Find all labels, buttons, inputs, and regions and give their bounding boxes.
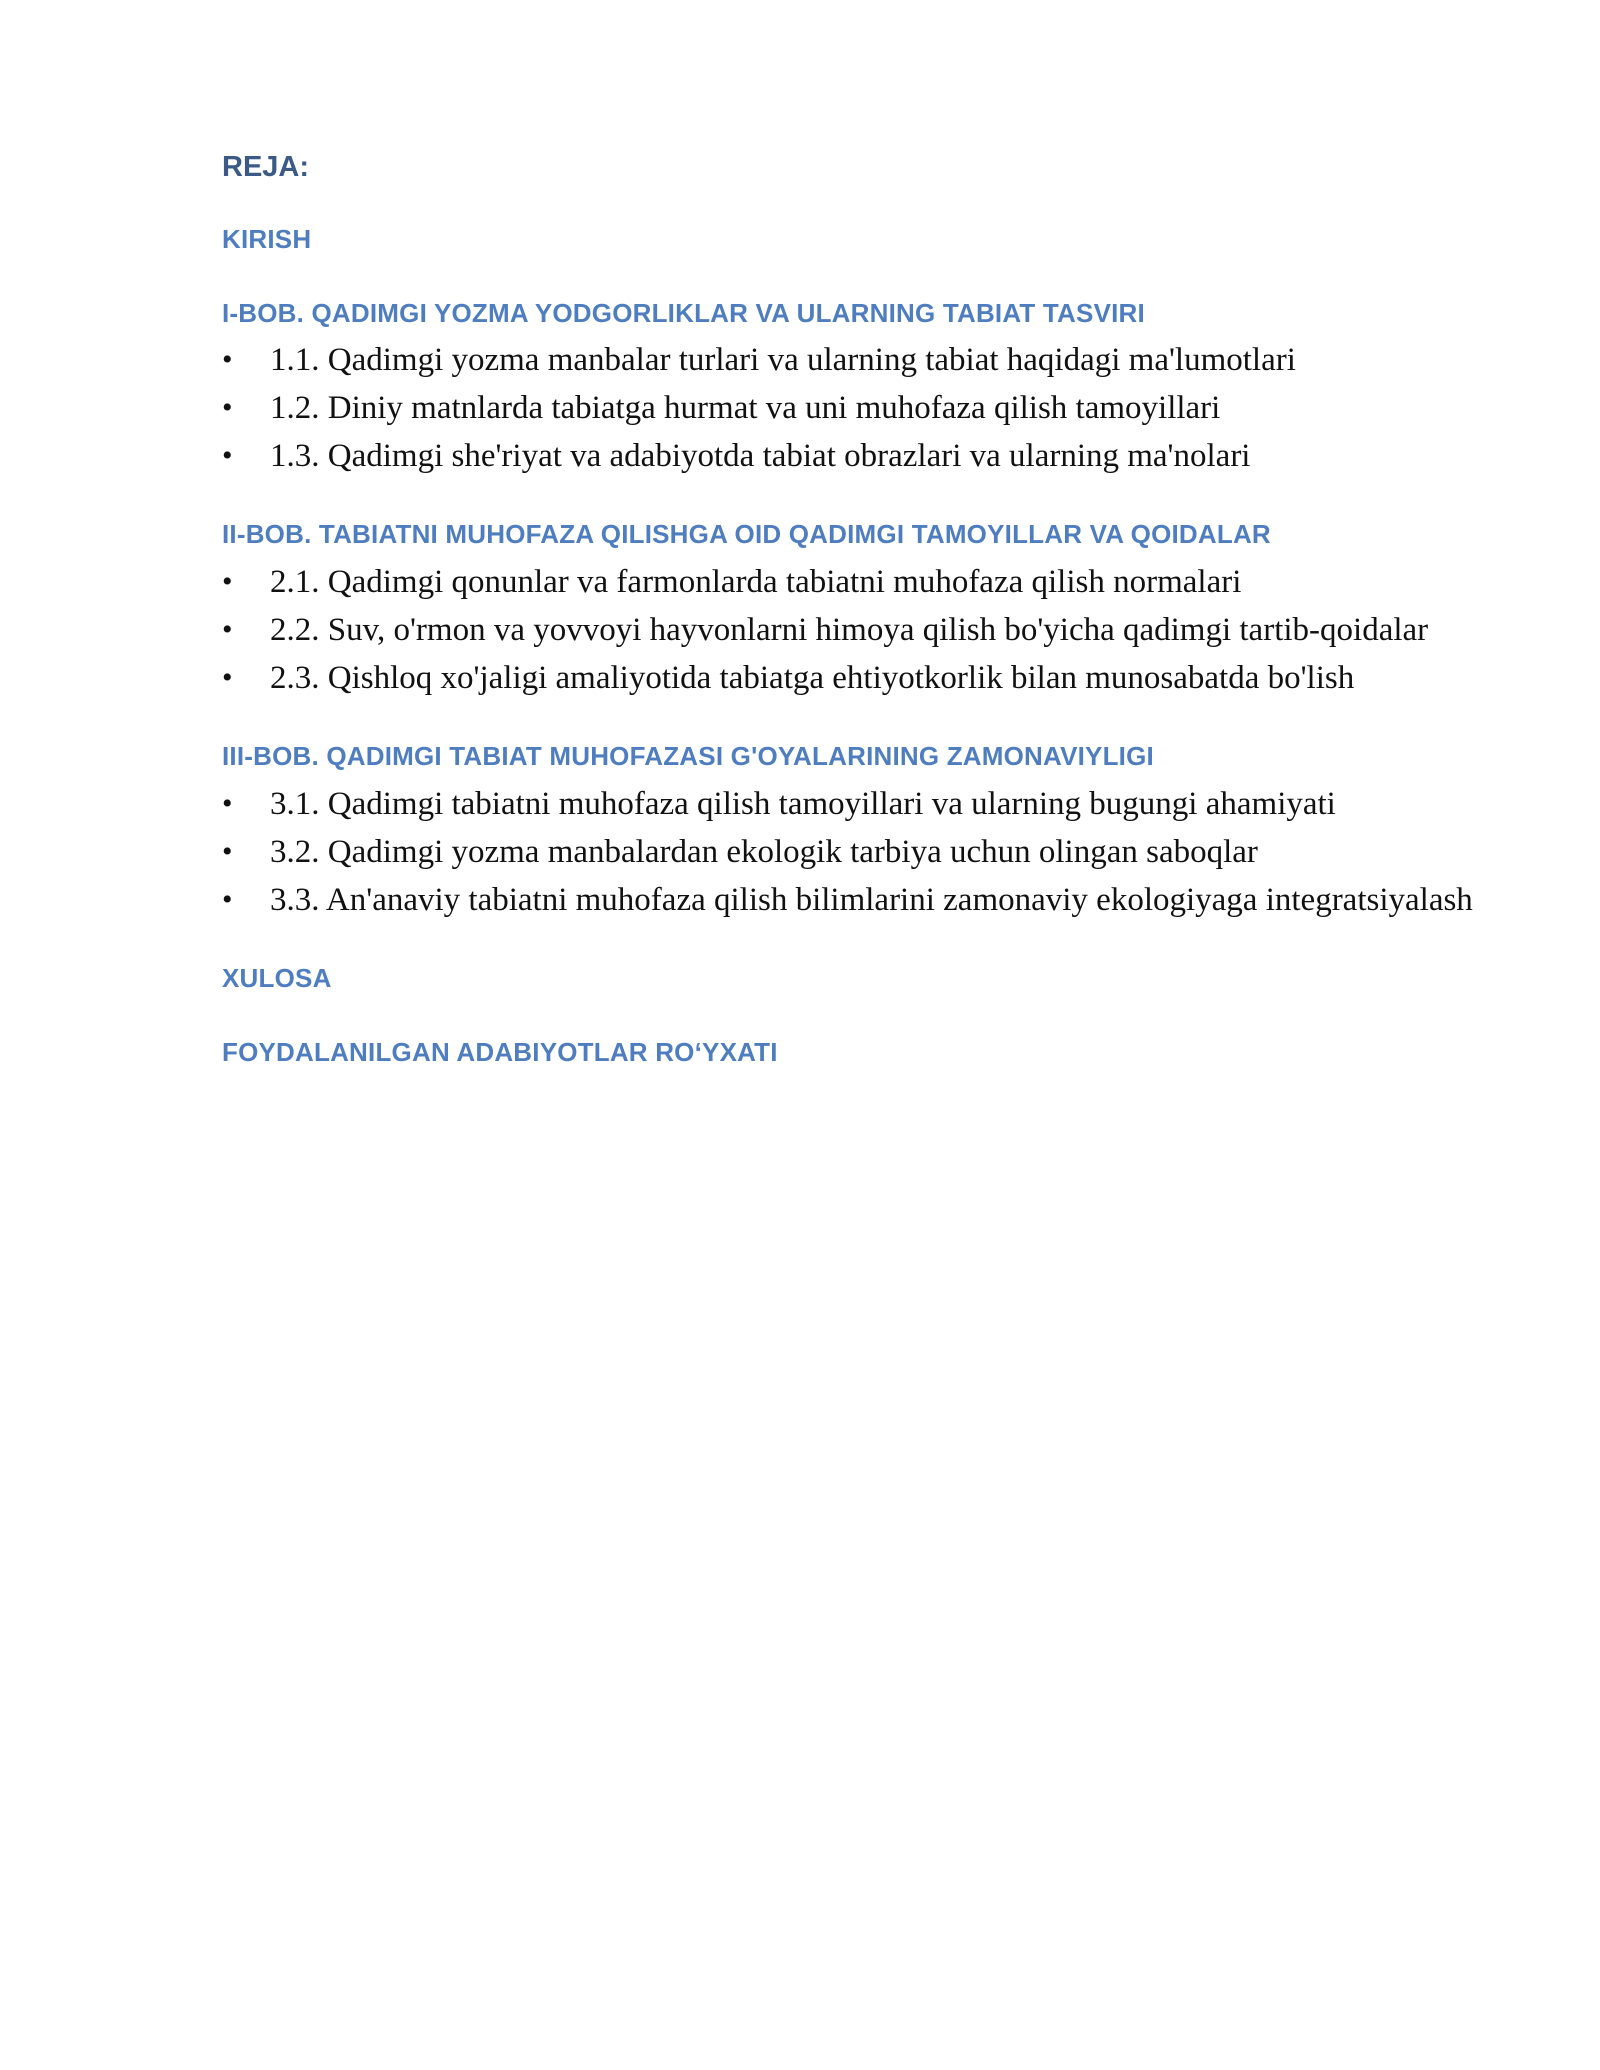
bullet-icon: • — [222, 786, 233, 820]
list-item — [222, 432, 1482, 480]
bullet-icon: • — [222, 565, 233, 599]
list-item — [222, 828, 1482, 876]
bullet-icon: • — [222, 661, 233, 695]
list-item-text: 2.3. Qishloq xo'jaligi amaliyotida tabiatga ehtiyotkorlik bilan munosabatda bo'lish — [270, 660, 1355, 697]
list-item-text: 3.2. Qadimgi yozma manbalardan ekologik tarbiya uchun olingan saboqlar — [270, 833, 1258, 870]
list-item — [222, 780, 1482, 828]
list-item — [222, 384, 1482, 432]
references-section — [222, 1036, 1482, 1070]
list-item-text: 1.2. Diniy matnlarda tabiatga hurmat va uni muhofaza qilish tamoyillari — [270, 390, 1221, 427]
list-item-text: 3.3. An'anaviy tabiatni muhofaza qilish bilimlarini zamonaviy ekologiyaga integratsiyalash — [270, 881, 1473, 918]
bullet-icon: • — [222, 613, 233, 647]
list-item-text: 2.2. Suv, o'rmon va yovvoyi hayvonlarni himoya qilish bo'yicha qadimgi tartib-qoidalar — [270, 612, 1429, 649]
chapter-1-heading: I-BOB. QADIMGI YOZMA YODGORLIKLAR VA ULARNING TABIAT TASVIRI — [222, 297, 1145, 328]
bullet-icon: • — [222, 439, 233, 473]
list-item-text: 2.1. Qadimgi qonunlar va farmonlarda tabiatni muhofaza qilish normalari — [270, 564, 1242, 601]
references-heading: FOYDALANILGAN ADABIYOTLAR RO‘YXATI — [222, 1036, 778, 1067]
list-item-text: 3.1. Qadimgi tabiatni muhofaza qilish tamoyillari va ularning bugungi ahamiyati — [270, 785, 1336, 822]
chapter-3-list — [222, 780, 1482, 924]
chapter-2 — [222, 518, 1482, 702]
chapter-2-list — [222, 558, 1482, 702]
document-page — [222, 150, 1482, 1110]
bullet-icon: • — [222, 882, 233, 916]
intro-section — [222, 223, 1482, 257]
list-item — [222, 558, 1482, 606]
chapter-1 — [222, 297, 1482, 481]
intro-heading: KIRISH — [222, 223, 312, 254]
chapter-1-list — [222, 336, 1482, 480]
list-item — [222, 876, 1482, 924]
conclusion-heading: XULOSA — [222, 962, 332, 993]
bullet-icon: • — [222, 391, 233, 425]
chapter-2-heading: II-BOB. TABIATNI MUHOFAZA QILISHGA OID QADIMGI TAMOYILLAR VA QOIDALAR — [222, 519, 1271, 550]
list-item-text: 1.3. Qadimgi she'riyat va adabiyotda tabiat obrazlari va ularning ma'nolari — [270, 438, 1251, 475]
list-item — [222, 336, 1482, 384]
plan-title: REJA: — [222, 151, 310, 183]
bullet-icon: • — [222, 834, 233, 868]
chapter-3 — [222, 740, 1482, 924]
chapter-3-heading: III-BOB. QADIMGI TABIAT MUHOFAZASI G'OYALARINING ZAMONAVIYLIGI — [222, 741, 1154, 772]
list-item — [222, 654, 1482, 702]
conclusion-section — [222, 962, 1482, 996]
list-item — [222, 606, 1482, 654]
list-item-text: 1.1. Qadimgi yozma manbalar turlari va ularning tabiat haqidagi ma'lumotlari — [270, 342, 1296, 379]
bullet-icon: • — [222, 343, 233, 377]
